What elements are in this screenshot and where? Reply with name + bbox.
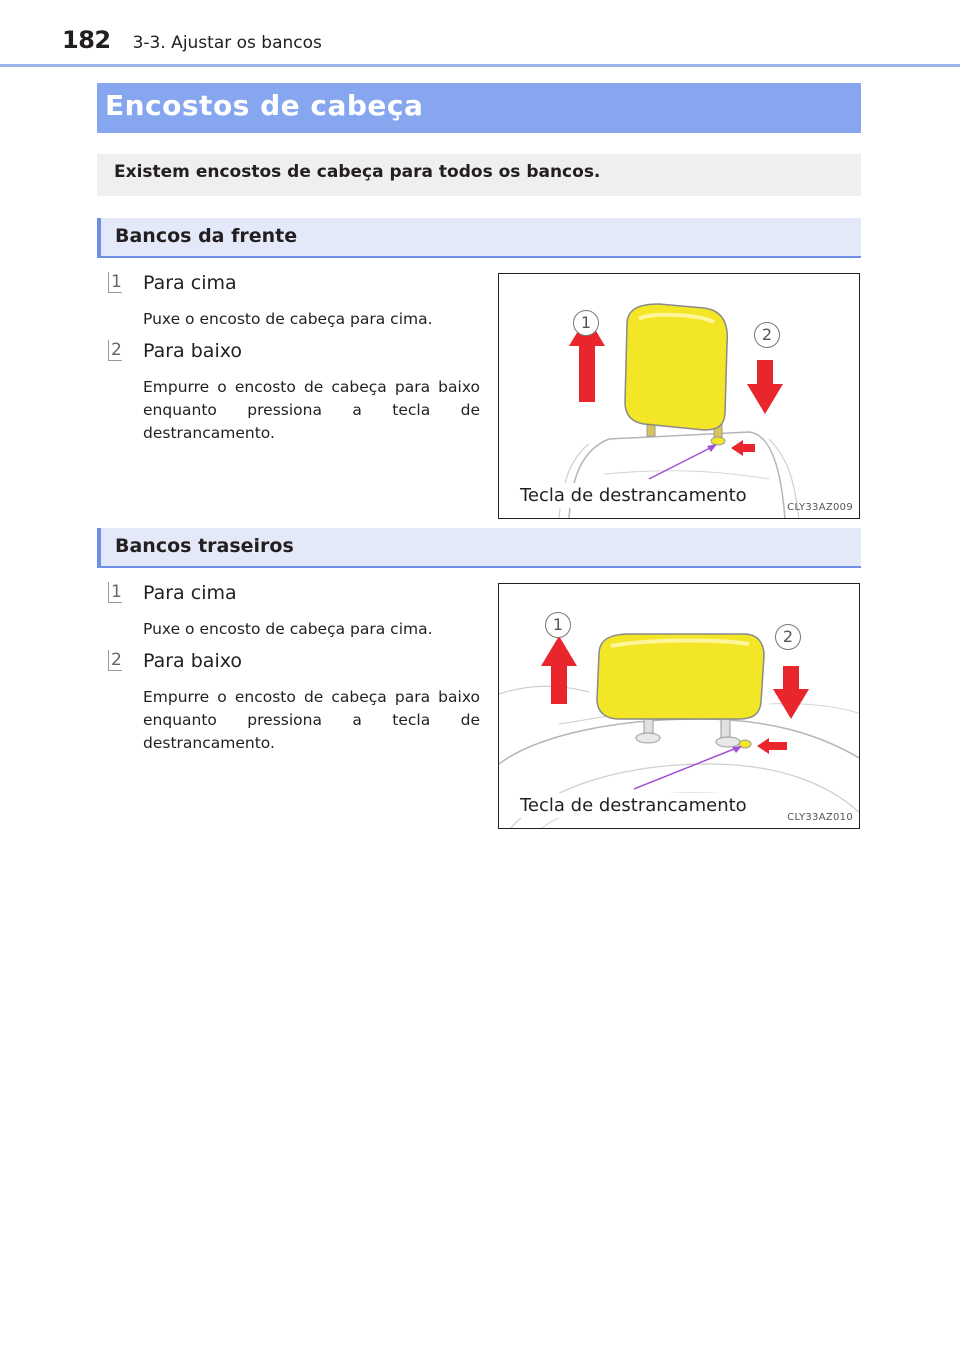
front-headrest-illustration bbox=[498, 273, 860, 519]
item-title: Para cima bbox=[143, 582, 237, 604]
figure-callout: Tecla de destrancamento bbox=[514, 793, 753, 818]
item-description: Empurre o encosto de cabeça para baixo enquanto pressiona a tecla de destrancamento. bbox=[143, 688, 480, 752]
item-title: Para baixo bbox=[143, 340, 243, 362]
header-rule bbox=[0, 64, 960, 67]
figure-marker-1: 1 bbox=[573, 310, 599, 336]
list-item bbox=[108, 582, 480, 642]
item-title: Para cima bbox=[143, 272, 237, 294]
section-heading-front: Bancos da frente bbox=[97, 218, 861, 258]
figure-code: CLY33AZ010 bbox=[787, 812, 853, 823]
figure-marker-2: 2 bbox=[754, 322, 780, 348]
list-item bbox=[108, 340, 480, 450]
chapter-title: 3-3. Ajustar os bancos bbox=[132, 33, 322, 53]
figure-callout: Tecla de destrancamento bbox=[514, 483, 753, 508]
figure-marker-2: 2 bbox=[775, 624, 801, 650]
page-title: Encostos de cabeça bbox=[97, 83, 861, 133]
section-heading-rear: Bancos traseiros bbox=[97, 528, 861, 568]
item-description: Empurre o encosto de cabeça para baixo enquanto pressiona a tecla de destrancamento. bbox=[143, 378, 480, 442]
item-number: 2 bbox=[108, 650, 122, 671]
item-number: 2 bbox=[108, 340, 122, 361]
item-title: Para baixo bbox=[143, 650, 243, 672]
intro-text: Existem encostos de cabeça para todos os bancos. bbox=[97, 154, 861, 196]
item-number: 1 bbox=[108, 272, 122, 293]
rear-headrest-illustration bbox=[498, 583, 860, 829]
item-description: Puxe o encosto de cabeça para cima. bbox=[143, 620, 433, 638]
item-description: Puxe o encosto de cabeça para cima. bbox=[143, 310, 433, 328]
figure-code: CLY33AZ009 bbox=[787, 502, 853, 513]
list-item bbox=[108, 650, 480, 760]
figure-marker-1: 1 bbox=[545, 612, 571, 638]
header-bar bbox=[62, 26, 322, 60]
list-item bbox=[108, 272, 480, 332]
page-number: 182 bbox=[62, 26, 111, 54]
item-number: 1 bbox=[108, 582, 122, 603]
